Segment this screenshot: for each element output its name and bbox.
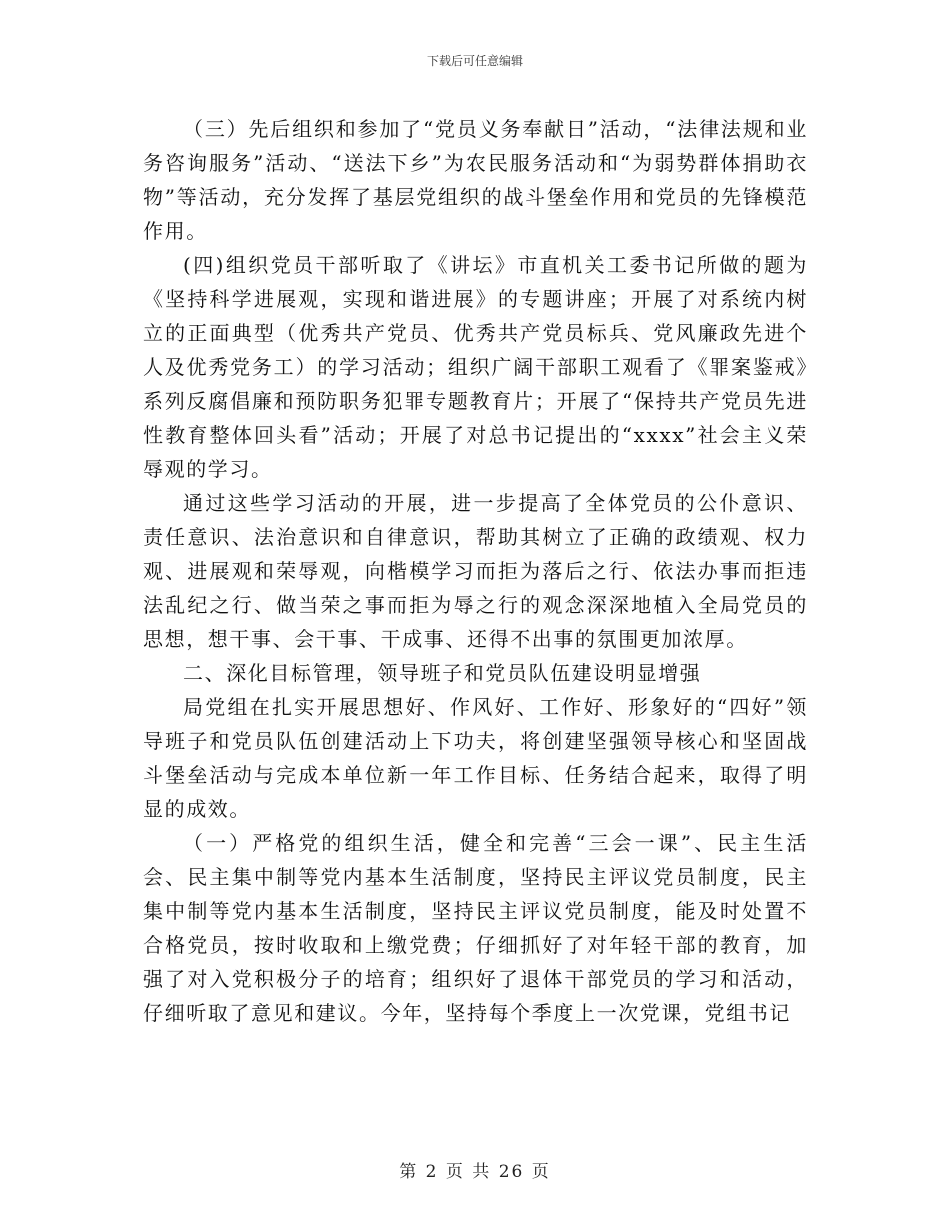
paragraph-party-group-efforts: 局党组在扎实开展思想好、作风好、工作好、形象好的“四好”领导班子和党员队伍创建活动上下功夫，将创建坚强领导核心和坚固战斗堡垒活动与完成本单位新一年工作目标、任务结合起来，取得了明显的成效。	[143, 695, 808, 821]
paragraph-activities-four: (四)组织党员干部听取了《讲坛》市直机关工委书记所做的题为《坚持科学进展观，实现和谐进展》的专题讲座；开展了对系统内树立的正面典型（优秀共产党员、优秀共产党员标兵、党风廉政先进个人及优秀党务工）的学习活动；组织广阔干部职工观看了《罪案鉴戒》系列反腐倡廉和预防职务犯罪专题教育片；开展了“保持共产党员先进性教育整体回头看”活动；开展了对总书记提出的“xxxx”社会主义荣辱观的学习。	[143, 253, 808, 481]
paragraph-organization-life: （一）严格党的组织生活，健全和完善“三会一课”、民主生活会、民主集中制等党内基本生活制度，坚持民主评议党员制度，民主集中制等党内基本生活制度，坚持民主评议党员制度，能及时处置不合格党员，按时收取和上缴党费；仔细抓好了对年轻干部的教育，加强了对入党积极分子的培育；组织好了退体干部党员的学习和活动，仔细听取了意见和建议。今年，坚持每个季度上一次党课，党组书记	[143, 831, 808, 1025]
paragraph-learning-results: 通过这些学习活动的开展，进一步提高了全体党员的公仆意识、责任意识、法治意识和自律意识，帮助其树立了正确的政绩观、权力观、进展观和荣辱观，向楷模学习而拒为落后之行、依法办事而拒违法乱纪之行、做当荣之事而拒为辱之行的观念深深地植入全局党员的思想，想干事、会干事、干成事、还得不出事的氛围更加浓厚。	[143, 491, 808, 651]
page-header-note: 下载后可任意编辑	[426, 54, 523, 68]
document-body	[143, 112, 808, 1030]
page-number-footer: 第 2 页 共 26 页	[399, 1162, 551, 1182]
paragraph-activities-three: （三）先后组织和参加了“党员义务奉献日”活动，“法律法规和业务咨询服务”活动、“送法下乡”为农民服务活动和“为弱势群体捐助衣物”等活动，充分发挥了基层党组织的战斗堡垒作用和党员的先锋模范作用。	[143, 117, 808, 243]
section-heading-target-management: 二、深化目标管理，领导班子和党员队伍建设明显增强	[183, 661, 702, 685]
